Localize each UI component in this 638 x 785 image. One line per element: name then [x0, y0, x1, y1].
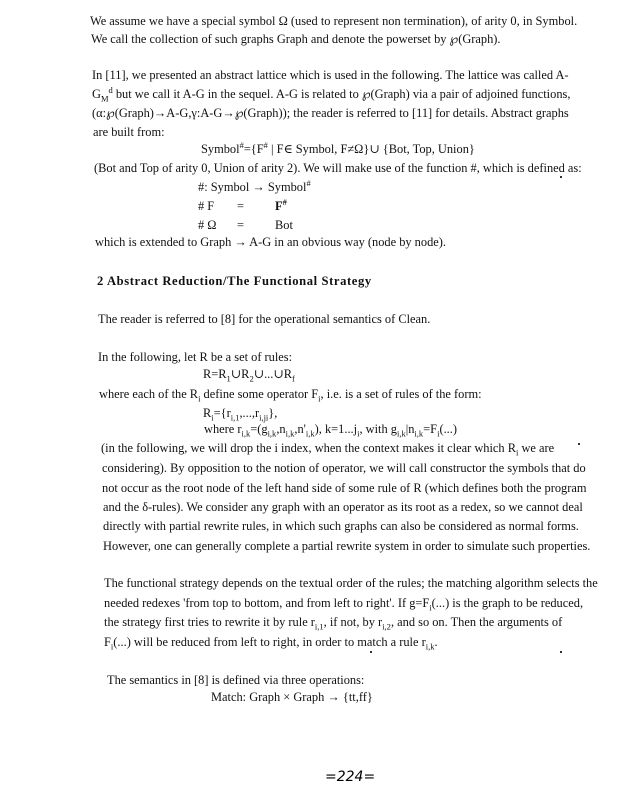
text: define some operator F: [200, 387, 319, 401]
para-functional-line-4: [104, 635, 438, 652]
subscript: i,2: [382, 621, 391, 632]
text: Symbol: [201, 142, 240, 156]
subscript: i,k: [414, 428, 424, 439]
text: (...) is the graph to be reduced,: [431, 596, 584, 610]
para-lattice-line-3: (α:℘(Graph)→A-G,γ:A-G→℘(Graph)); the reader is referred to [11] for details. Abstract graphs: [92, 106, 569, 120]
hash-def-row-1-eq: =: [237, 199, 244, 213]
subscript: i,ji: [259, 412, 269, 423]
text: =F: [423, 422, 438, 436]
subscript: i,k: [285, 428, 295, 439]
subscript: i: [110, 641, 114, 652]
para-assume-line-1: We assume we have a special symbol Ω (used to represent non termination), of arity 0, in Symbol.: [90, 14, 578, 28]
text: (in the following, we will drop the i index, when the context makes it clear which R: [101, 441, 516, 455]
text: |n: [405, 422, 415, 436]
para-lattice-line-4: are built from:: [93, 125, 165, 139]
subscript: f: [292, 373, 295, 384]
subscript: i,k: [241, 428, 251, 439]
formula-R: [203, 367, 295, 384]
text: },: [268, 406, 278, 420]
para-assume-line-2: We call the collection of such graphs Graph and denote the powerset by ℘(Graph).: [91, 32, 501, 46]
subscript: i: [515, 447, 519, 458]
superscript: #: [282, 196, 287, 207]
text: where each of the R: [99, 387, 199, 401]
text: =(g: [250, 422, 268, 436]
hash-def-row-1-rhs: [275, 196, 287, 213]
text: , and so on. Then the arguments of: [390, 615, 563, 629]
para-drop-index-line-2: considering). By opposition to the notion of operator, we will call constructor the symbols that do: [102, 461, 586, 475]
hash-def-row-2-eq: =: [237, 218, 244, 232]
text: where r: [204, 422, 242, 436]
subscript: M: [100, 93, 109, 104]
text: G: [92, 87, 101, 101]
para-functional-line-2: [104, 596, 584, 613]
para-functional-line-3: [104, 615, 563, 632]
text: the strategy first tries to rewrite it by rule r: [104, 615, 315, 629]
formula-Ri: [203, 406, 278, 423]
subscript: i,k: [305, 428, 315, 439]
hash-def-row-2-rhs: Bot: [275, 218, 293, 232]
text: .: [434, 635, 438, 649]
text: ,n: [276, 422, 286, 436]
text: , if not, by r: [323, 615, 383, 629]
para-let-R: In the following, let R be a set of rules:: [98, 350, 293, 364]
text: F: [275, 199, 283, 213]
text: ,...,r: [239, 406, 260, 420]
scan-speck: [560, 176, 562, 178]
subscript: i,1: [314, 621, 324, 632]
text: , i.e. is a set of rules of the form:: [320, 387, 482, 401]
para-bot-top: (Bot and Top of arity 0, Union of arity 2). We will make use of the function #, which is defined as:: [94, 161, 582, 175]
text: needed redexes 'from top to bottom, and from left to right'. If g=F: [104, 596, 430, 610]
superscript: #: [306, 177, 311, 188]
scan-speck: [578, 443, 580, 445]
hash-def-line-1: [198, 177, 311, 194]
para-semantics: The semantics in [8] is defined via three operations:: [107, 673, 365, 687]
text: but we call it A-G in the sequel. A-G is related to ℘(Graph) via a pair of adjoined functions,: [112, 87, 571, 101]
superscript: d: [108, 84, 113, 95]
scan-speck: [370, 651, 372, 653]
text: (...): [439, 422, 457, 436]
subscript: i,k: [396, 428, 406, 439]
text: ={F: [243, 142, 264, 156]
hash-def-row-2-lhs: # Ω: [198, 218, 217, 232]
subscript: i,k: [425, 641, 435, 652]
subscript: 2: [249, 373, 254, 384]
text: #: Symbol → Symbol: [198, 180, 307, 194]
subscript: i: [198, 393, 201, 404]
text: R: [203, 406, 212, 420]
subscript: i: [318, 393, 321, 404]
text: | F∈ Symbol, F≠Ω}∪ {Bot, Top, Union}: [267, 142, 475, 156]
subscript: 1: [226, 373, 231, 384]
para-where-each: [99, 387, 482, 404]
text: we are: [518, 441, 555, 455]
superscript: #: [239, 139, 244, 150]
subscript: i,k: [267, 428, 277, 439]
para-drop-index-line-4: and the δ-rules). We consider any graph with an operator as its root as a redex, so we cannot deal: [103, 500, 583, 514]
formula-match: Match: Graph × Graph → {tt,ff}: [211, 690, 373, 704]
para-drop-index-line-3: not occur as the root node of the left hand side of some rule of R (which defines both the program: [102, 481, 587, 495]
hash-def-row-1-lhs: # F: [198, 199, 215, 213]
para-lattice-line-2: [92, 84, 571, 104]
para-lattice-line-1: In [11], we presented an abstract lattice which is used in the following. The lattice was called A-: [92, 68, 569, 82]
para-drop-index-line-5: directly with partial rewrite rules, in which such graphs can also be considered as normal forms.: [103, 519, 579, 533]
text: , with g: [359, 422, 397, 436]
para-drop-index-line-6: However, one can generally complete a partial rewrite system in order to simulate such properties.: [103, 539, 591, 553]
subscript: i,1: [230, 412, 240, 423]
para-reader-referred: The reader is referred to [8] for the operational semantics of Clean.: [98, 312, 431, 326]
para-functional-line-1: The functional strategy depends on the textual order of the rules; the matching algorithm selects the: [104, 576, 598, 590]
subscript: i: [429, 602, 432, 613]
scan-speck: [560, 651, 562, 653]
formula-symbol-hash: [201, 139, 475, 156]
subscript: i: [211, 412, 214, 423]
text: ∪...∪R: [253, 367, 293, 381]
page-number: =224=: [325, 769, 376, 785]
text: (...) will be reduced from left to right, in order to match a rule r: [113, 635, 426, 649]
text: R=R: [203, 367, 227, 381]
formula-where-rik: [204, 422, 457, 439]
para-extended: which is extended to Graph → A-G in an obvious way (node by node).: [95, 235, 446, 249]
text: ), k=1...j: [314, 422, 358, 436]
section-heading: 2 Abstract Reduction/The Functional Strategy: [97, 274, 372, 288]
text: ={r: [213, 406, 231, 420]
text: ,n': [294, 422, 306, 436]
subscript: i: [437, 428, 440, 439]
subscript: i: [357, 428, 360, 439]
text: ∪R: [230, 367, 250, 381]
para-drop-index-line-1: [101, 441, 555, 458]
text: F: [104, 635, 111, 649]
superscript: #: [263, 139, 268, 150]
